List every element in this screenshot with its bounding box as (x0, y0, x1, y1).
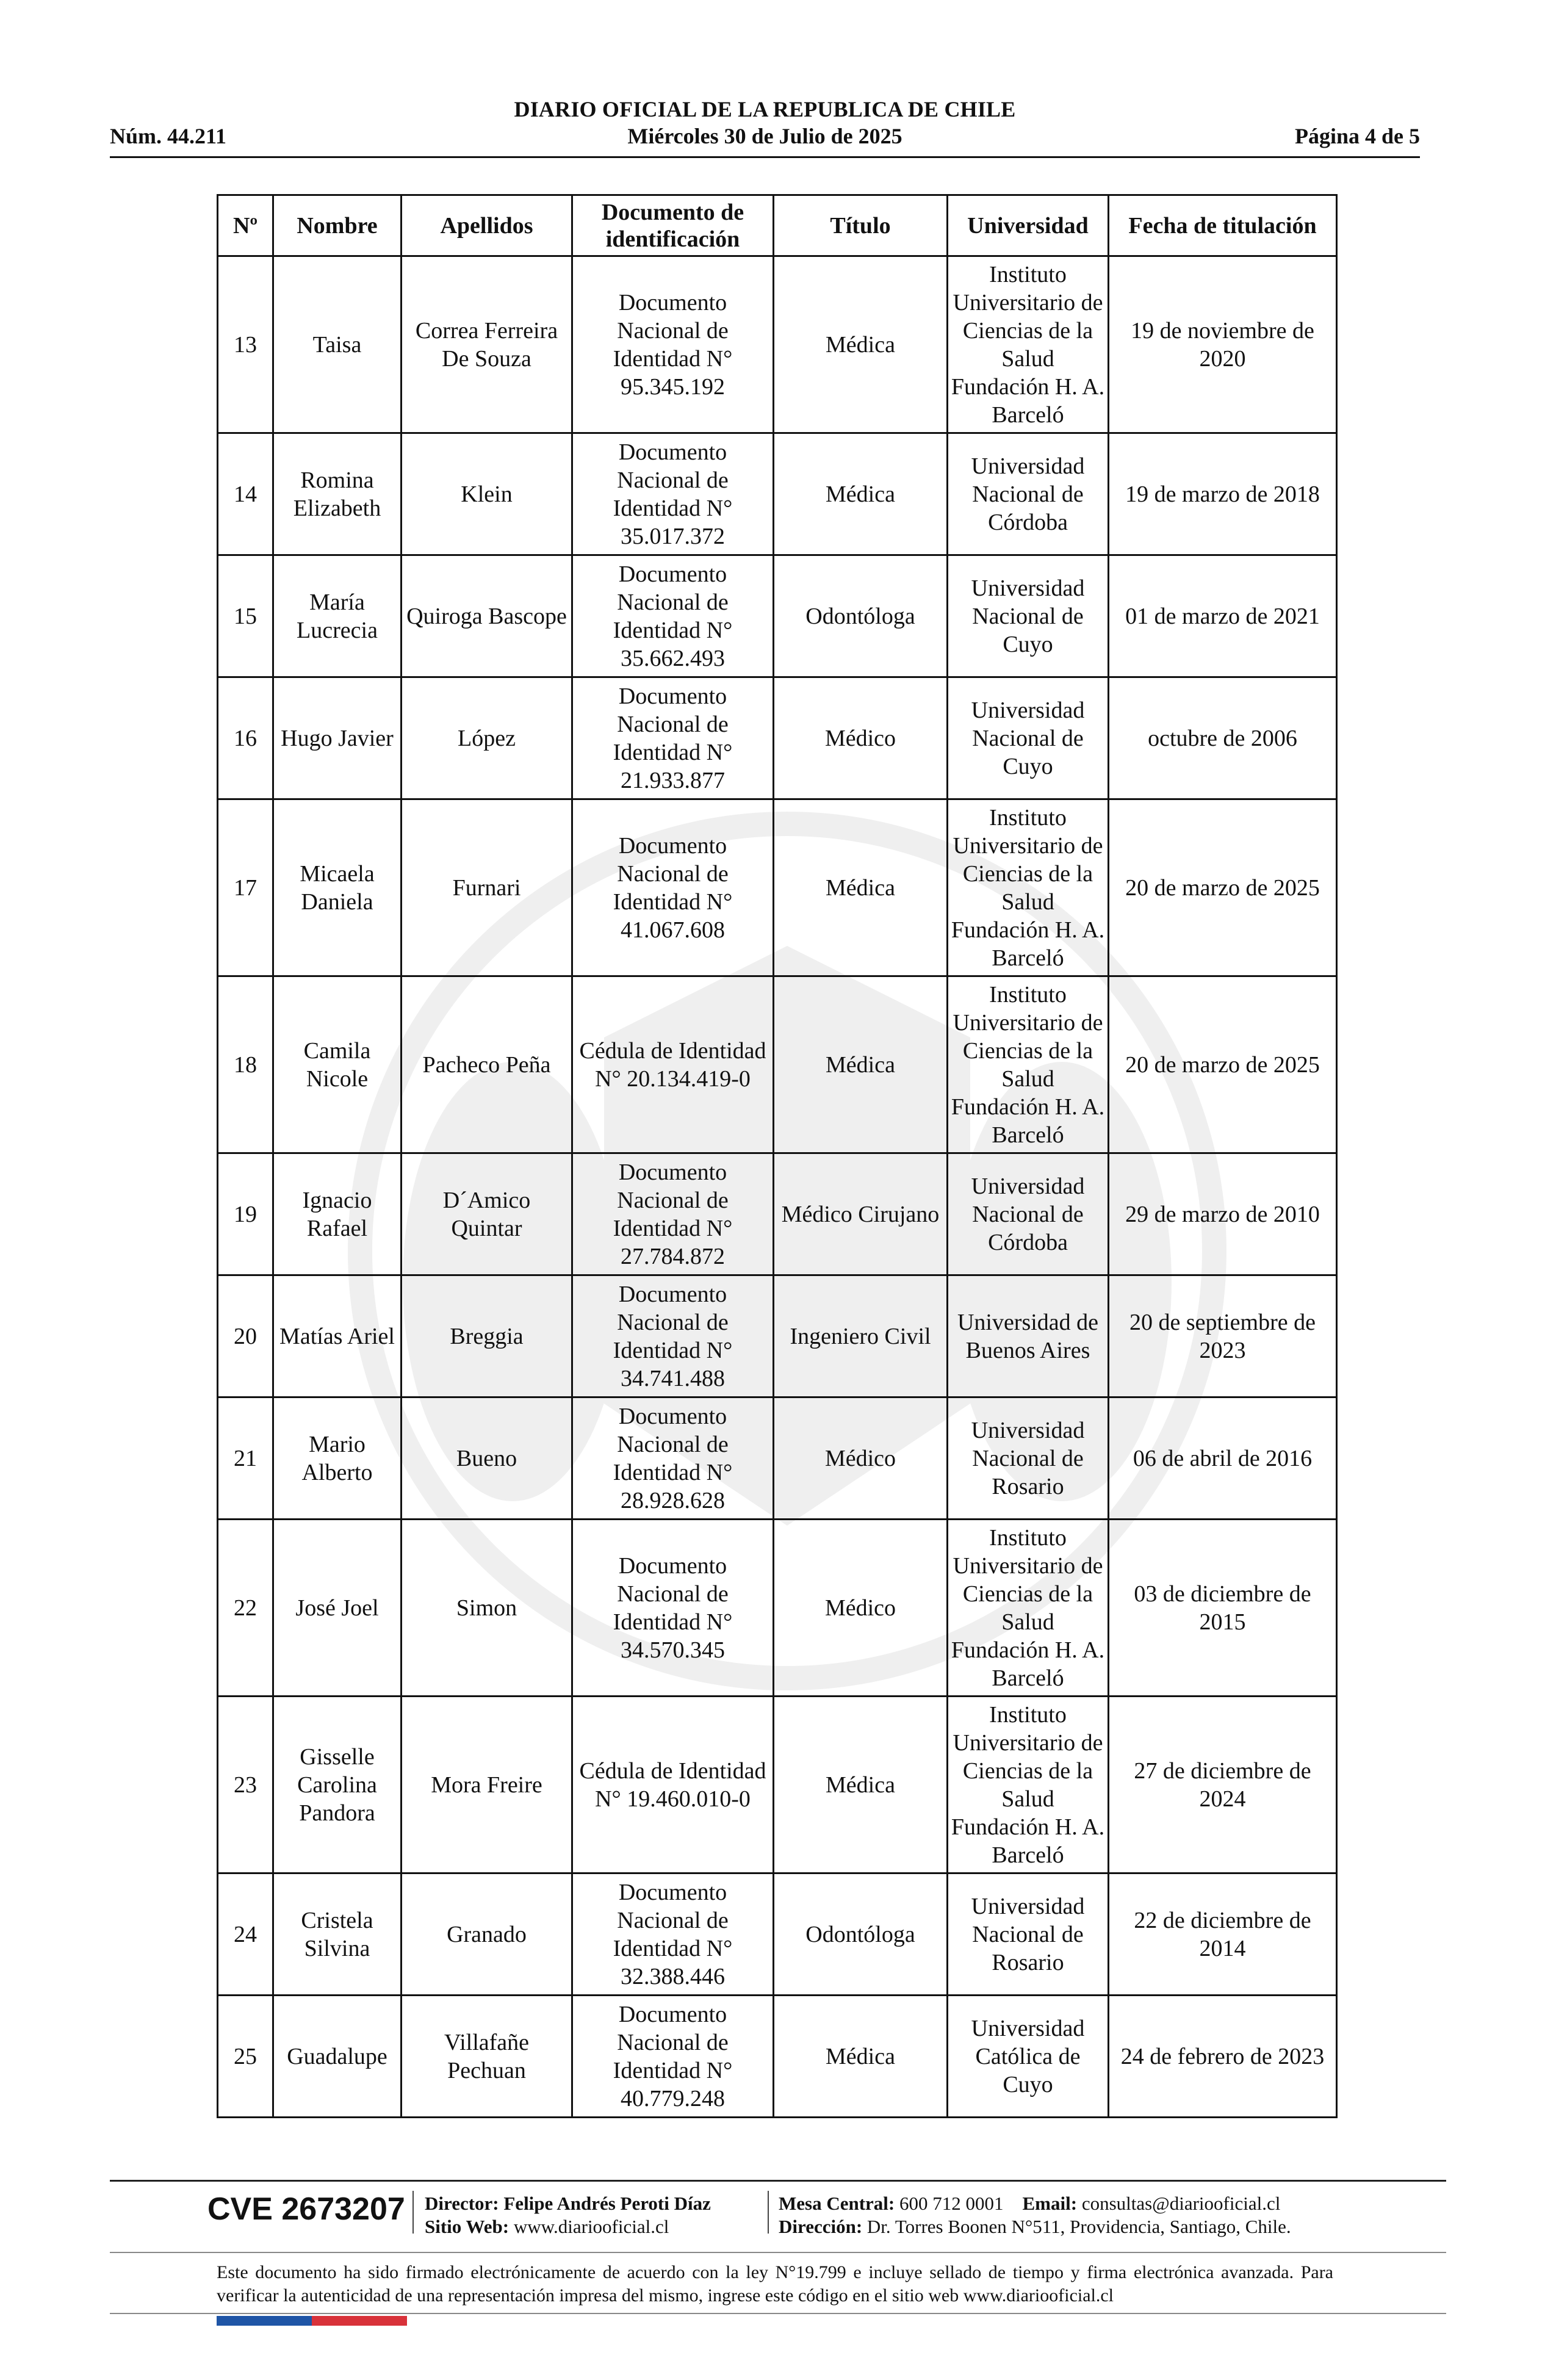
cell-documento: Documento Nacional de Identidad N° 41.067.608 (572, 799, 774, 976)
row-number: 18 (218, 976, 273, 1153)
page-indicator: Página 4 de 5 (1294, 124, 1420, 148)
cell-fecha: 03 de diciembre de 2015 (1109, 1520, 1337, 1697)
address-value: Dr. Torres Boonen N°511, Providencia, Santiago, Chile. (866, 2216, 1291, 2237)
table-row (218, 1697, 1337, 1873)
cell-apellidos: Bueno (402, 1397, 572, 1520)
cell-universidad: Universidad Nacional de Cuyo (948, 555, 1109, 677)
cell-fecha: 29 de marzo de 2010 (1109, 1153, 1337, 1275)
cell-fecha: 06 de abril de 2016 (1109, 1397, 1337, 1520)
row-number: 14 (218, 433, 273, 555)
cell-fecha: 24 de febrero de 2023 (1109, 1996, 1337, 2118)
cell-fecha: 20 de septiembre de 2023 (1109, 1275, 1337, 1397)
cell-universidad: Instituto Universitario de Ciencias de la Salud Fundación H. A. Barceló (948, 976, 1109, 1153)
row-number: 20 (218, 1275, 273, 1397)
cell-documento: Documento Nacional de Identidad N° 35.662.493 (572, 555, 774, 677)
cell-titulo: Odontóloga (774, 1873, 948, 1996)
cell-apellidos: Mora Freire (402, 1697, 572, 1873)
cell-apellidos: Furnari (402, 799, 572, 976)
cell-documento: Documento Nacional de Identidad N° 34.570.345 (572, 1520, 774, 1697)
table-row (218, 433, 1337, 555)
column-header-apellidos: Apellidos (402, 195, 572, 256)
cell-documento: Documento Nacional de Identidad N° 27.784.872 (572, 1153, 774, 1275)
publication-title: DIARIO OFICIAL DE LA REPUBLICA DE CHILE (514, 97, 1016, 121)
director-label: Director: (425, 2193, 499, 2214)
graduates-table (217, 194, 1338, 2118)
cell-universidad: Universidad Nacional de Rosario (948, 1397, 1109, 1520)
email-label: Email: (1022, 2193, 1078, 2214)
publication-date: Miércoles 30 de Julio de 2025 (627, 124, 902, 148)
column-header-titulo: Título (774, 195, 948, 256)
cell-nombre: Taisa (273, 256, 402, 433)
cell-apellidos: Quiroga Bascope (402, 555, 572, 677)
cell-universidad: Instituto Universitario de Ciencias de la Salud Fundación H. A. Barceló (948, 799, 1109, 976)
table-row (218, 976, 1337, 1153)
cell-fecha: 20 de marzo de 2025 (1109, 976, 1337, 1153)
cell-titulo: Médico (774, 677, 948, 799)
cell-apellidos: D´Amico Quintar (402, 1153, 572, 1275)
row-number: 13 (218, 256, 273, 433)
cell-nombre: Micaela Daniela (273, 799, 402, 976)
row-number: 19 (218, 1153, 273, 1275)
cell-documento: Documento Nacional de Identidad N° 40.779.248 (572, 1996, 774, 2118)
cell-nombre: Mario Alberto (273, 1397, 402, 1520)
row-number: 21 (218, 1397, 273, 1520)
cell-apellidos: Klein (402, 433, 572, 555)
footer-divider (110, 2313, 1446, 2314)
cell-titulo: Médico Cirujano (774, 1153, 948, 1275)
cell-fecha: 19 de noviembre de 2020 (1109, 256, 1337, 433)
table-row (218, 1996, 1337, 2118)
row-number: 23 (218, 1697, 273, 1873)
footer-separator (412, 2191, 414, 2234)
cell-titulo: Médica (774, 799, 948, 976)
table-row (218, 1520, 1337, 1697)
header-divider (110, 156, 1420, 158)
cell-documento: Documento Nacional de Identidad N° 32.388.446 (572, 1873, 774, 1996)
cell-universidad: Universidad Católica de Cuyo (948, 1996, 1109, 2118)
cell-titulo: Médica (774, 1697, 948, 1873)
column-header-documento: Documento de identificación (572, 195, 774, 256)
cell-apellidos: Granado (402, 1873, 572, 1996)
cell-nombre: Camila Nicole (273, 976, 402, 1153)
phone-number: 600 712 0001 (899, 2193, 1004, 2214)
legal-notice: Este documento ha sido firmado electrónicamente de acuerdo con la ley N°19.799 e incluye sellado de tiempo y firma electrónica avanzada. Para verificar la autenticidad de una representación impresa del mismo, ingrese este código en el sitio web www.diariooficial.cl (217, 2262, 1333, 2306)
cell-universidad: Universidad Nacional de Córdoba (948, 1153, 1109, 1275)
cell-titulo: Médica (774, 256, 948, 433)
table-row (218, 1275, 1337, 1397)
cell-universidad: Instituto Universitario de Ciencias de la Salud Fundación H. A. Barceló (948, 256, 1109, 433)
cell-documento: Cédula de Identidad N° 20.134.419-0 (572, 976, 774, 1153)
row-number: 16 (218, 677, 273, 799)
column-header-fecha: Fecha de titulación (1109, 195, 1337, 256)
cell-nombre: Gisselle Carolina Pandora (273, 1697, 402, 1873)
issue-number: Núm. 44.211 (110, 124, 227, 148)
cell-nombre: María Lucrecia (273, 555, 402, 677)
cell-universidad: Universidad Nacional de Córdoba (948, 433, 1109, 555)
page-header (110, 92, 1420, 159)
cell-fecha: 19 de marzo de 2018 (1109, 433, 1337, 555)
table-row (218, 1397, 1337, 1520)
table-row (218, 677, 1337, 799)
director-name: Felipe Andrés Peroti Díaz (503, 2193, 711, 2214)
contact-block (779, 2192, 1291, 2238)
cell-titulo: Ingeniero Civil (774, 1275, 948, 1397)
cell-titulo: Médica (774, 1996, 948, 2118)
table-header-row (218, 195, 1337, 256)
website-link[interactable]: www.diariooficial.cl (513, 2216, 669, 2237)
row-number: 22 (218, 1520, 273, 1697)
cell-documento: Documento Nacional de Identidad N° 28.928.628 (572, 1397, 774, 1520)
cell-apellidos: Simon (402, 1520, 572, 1697)
cell-fecha: 20 de marzo de 2025 (1109, 799, 1337, 976)
cell-nombre: Romina Elizabeth (273, 433, 402, 555)
cell-fecha: octubre de 2006 (1109, 677, 1337, 799)
cell-universidad: Universidad Nacional de Rosario (948, 1873, 1109, 1996)
cell-titulo: Médico (774, 1397, 948, 1520)
cell-nombre: Matías Ariel (273, 1275, 402, 1397)
cell-universidad: Universidad Nacional de Cuyo (948, 677, 1109, 799)
flag-red-stripe (312, 2316, 407, 2326)
cell-nombre: Cristela Silvina (273, 1873, 402, 1996)
cell-nombre: Ignacio Rafael (273, 1153, 402, 1275)
cell-documento: Documento Nacional de Identidad N° 95.345.192 (572, 256, 774, 433)
row-number: 17 (218, 799, 273, 976)
cell-universidad: Universidad de Buenos Aires (948, 1275, 1109, 1397)
cell-documento: Documento Nacional de Identidad N° 35.017.372 (572, 433, 774, 555)
cell-universidad: Instituto Universitario de Ciencias de la Salud Fundación H. A. Barceló (948, 1520, 1109, 1697)
email-link[interactable]: consultas@diariooficial.cl (1081, 2193, 1281, 2214)
footer-separator (768, 2191, 769, 2234)
row-number: 25 (218, 1996, 273, 2118)
cell-documento: Documento Nacional de Identidad N° 21.933.877 (572, 677, 774, 799)
cell-apellidos: Pacheco Peña (402, 976, 572, 1153)
website-label: Sitio Web: (425, 2216, 510, 2237)
director-block (425, 2192, 711, 2238)
cell-titulo: Médica (774, 976, 948, 1153)
row-number: 15 (218, 555, 273, 677)
address-label: Dirección: (779, 2216, 863, 2237)
phone-label: Mesa Central: (779, 2193, 895, 2214)
flag-blue-stripe (217, 2316, 312, 2326)
column-header-universidad: Universidad (948, 195, 1109, 256)
table-row (218, 799, 1337, 976)
cve-code: CVE 2673207 (207, 2191, 405, 2227)
cell-nombre: Hugo Javier (273, 677, 402, 799)
cell-fecha: 27 de diciembre de 2024 (1109, 1697, 1337, 1873)
cell-documento: Cédula de Identidad N° 19.460.010-0 (572, 1697, 774, 1873)
table-row (218, 1873, 1337, 1996)
cell-titulo: Médico (774, 1520, 948, 1697)
table-row (218, 256, 1337, 433)
flag-color-bar (217, 2316, 407, 2326)
table-row (218, 555, 1337, 677)
cell-titulo: Odontóloga (774, 555, 948, 677)
cell-universidad: Instituto Universitario de Ciencias de la Salud Fundación H. A. Barceló (948, 1697, 1109, 1873)
column-header-nombre: Nombre (273, 195, 402, 256)
cell-titulo: Médica (774, 433, 948, 555)
row-number: 24 (218, 1873, 273, 1996)
cell-documento: Documento Nacional de Identidad N° 34.741.488 (572, 1275, 774, 1397)
cell-fecha: 22 de diciembre de 2014 (1109, 1873, 1337, 1996)
column-header-number: Nº (218, 195, 273, 256)
footer-divider (110, 2252, 1446, 2253)
footer-divider (110, 2180, 1446, 2182)
cell-apellidos: Villafañe Pechuan (402, 1996, 572, 2118)
cell-apellidos: Breggia (402, 1275, 572, 1397)
cell-apellidos: Correa Ferreira De Souza (402, 256, 572, 433)
cell-fecha: 01 de marzo de 2021 (1109, 555, 1337, 677)
cell-nombre: Guadalupe (273, 1996, 402, 2118)
table-row (218, 1153, 1337, 1275)
cell-nombre: José Joel (273, 1520, 402, 1697)
cell-apellidos: López (402, 677, 572, 799)
